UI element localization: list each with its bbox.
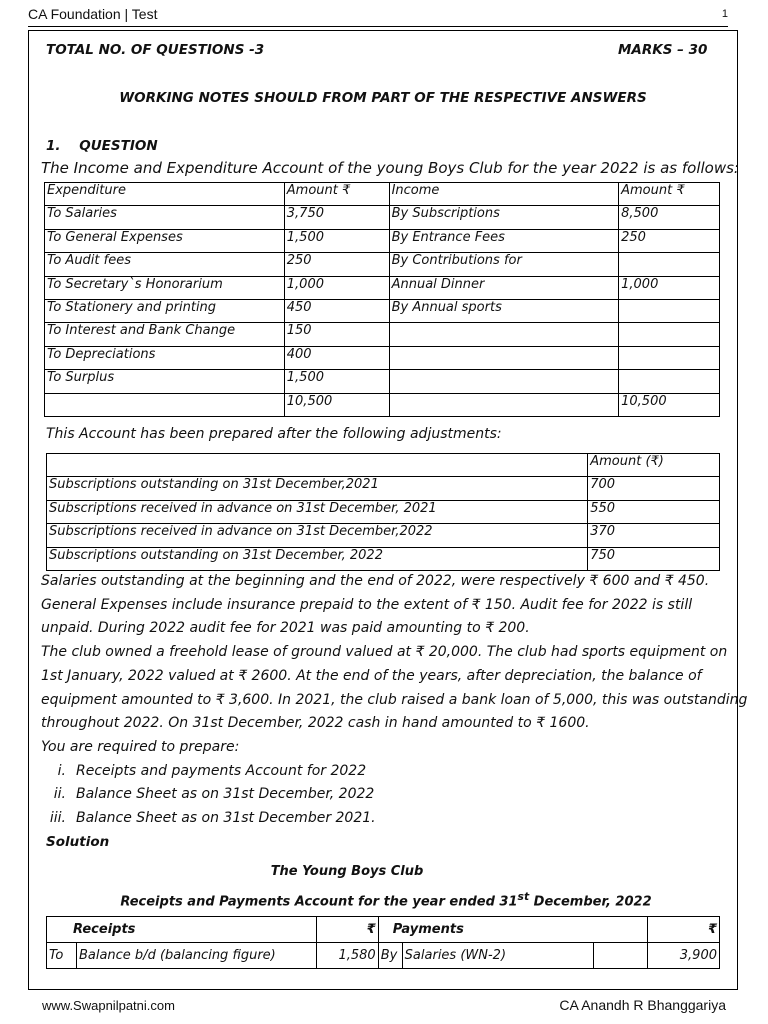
ie-row — [45, 346, 720, 369]
ie-cell: By Annual sports — [389, 299, 619, 322]
requirement-item — [28, 783, 376, 806]
ie-cell: 450 — [284, 299, 389, 322]
rp-cell: To — [47, 943, 77, 969]
ie-cell — [619, 370, 720, 393]
ie-cell: 8,500 — [619, 206, 720, 229]
rp-cell: By — [378, 943, 402, 969]
rp-cell: 3,900 — [648, 943, 720, 969]
ie-cell: Annual Dinner — [389, 276, 619, 299]
account-title-sup: st — [517, 890, 530, 903]
paragraph-line: throughout 2022. On 31st December, 2022 cash in hand amounted to ₹ 1600. — [41, 715, 590, 732]
ie-cell: To General Expenses — [45, 229, 285, 252]
ie-row — [45, 323, 720, 346]
requirement-text: Receipts and payments Account for 2022 — [76, 763, 367, 779]
rp-cell: Salaries (WN-2) — [402, 943, 594, 969]
ie-cell: By Entrance Fees — [389, 229, 619, 252]
adjustments-label: Subscriptions received in advance on 31st December,2022 — [47, 524, 588, 547]
ie-table — [44, 182, 720, 417]
ie-cell: 400 — [284, 346, 389, 369]
ie-total-expenditure: 10,500 — [284, 393, 389, 416]
ie-cell — [619, 346, 720, 369]
adjustments-label: Subscriptions outstanding on 31st December, 2022 — [47, 547, 588, 570]
paragraph-line: General Expenses include insurance prepaid to the extent of ₹ 150. Audit fee for 2022 is still — [41, 596, 693, 613]
ie-cell: To Interest and Bank Change — [45, 323, 285, 346]
ie-cell — [389, 370, 619, 393]
ie-cell: By Subscriptions — [389, 206, 619, 229]
header-title: CA Foundation | Test — [28, 6, 158, 22]
question-intro: The Income and Expenditure Account of the young Boys Club for the year 2022 is as follows: — [41, 159, 739, 177]
marks: MARKS – 30 — [618, 42, 708, 58]
ie-cell: 1,000 — [619, 276, 720, 299]
ie-cell: To Surplus — [45, 370, 285, 393]
requirement-text: Balance Sheet as on 31st December 2021. — [76, 809, 376, 826]
ie-cell: 250 — [284, 253, 389, 276]
ie-cell: 250 — [619, 229, 720, 252]
adjustments-row — [47, 547, 720, 570]
ie-cell: 3,750 — [284, 206, 389, 229]
ie-cell — [619, 253, 720, 276]
rp-header-payments: Payments — [378, 917, 647, 943]
ie-header-cell: Expenditure — [45, 183, 285, 206]
rp-header-receipts: Receipts — [47, 917, 317, 943]
ie-cell — [619, 299, 720, 322]
requirement-text: Balance Sheet as on 31st December, 2022 — [76, 786, 375, 803]
question-heading — [46, 138, 158, 154]
paragraph-line: unpaid. During 2022 audit fee for 2021 was paid amounting to ₹ 200. — [41, 620, 530, 637]
paragraph-line: 1st January, 2022 valued at ₹ 2600. At the end of the years, after depreciation, the balance of — [41, 667, 702, 684]
ie-row — [45, 253, 720, 276]
ie-cell: To Secretary`s Honorarium — [45, 276, 285, 299]
adjustments-header-row — [47, 454, 720, 477]
adjustments-amount: 700 — [588, 477, 720, 500]
header-divider — [28, 26, 728, 27]
ie-header-row — [45, 183, 720, 206]
ie-header-cell: Income — [389, 183, 619, 206]
ie-cell: To Depreciations — [45, 346, 285, 369]
ie-cell: To Salaries — [45, 206, 285, 229]
adjustments-row — [47, 524, 720, 547]
ie-cell: 150 — [284, 323, 389, 346]
ie-cell — [619, 323, 720, 346]
rp-cell: 1,580 — [316, 943, 378, 969]
adjustments-header-cell — [47, 454, 588, 477]
ie-cell: To Stationery and printing — [45, 299, 285, 322]
ie-cell: By Contributions for — [389, 253, 619, 276]
adjustments-label: Subscriptions outstanding on 31st December,2021 — [47, 477, 588, 500]
paragraph-line: The club owned a freehold lease of ground valued at ₹ 20,000. The club had sports equipment on — [41, 644, 728, 661]
ie-cell — [45, 393, 285, 416]
rp-table — [46, 916, 720, 969]
adjustments-amount: 750 — [588, 547, 720, 570]
ie-header-cell: Amount ₹ — [619, 183, 720, 206]
rp-row — [47, 943, 720, 969]
ie-total-row — [45, 393, 720, 416]
footer-website: www.Swapnilpatni.com — [42, 998, 175, 1013]
adjustments-header-amount: Amount (₹) — [588, 454, 720, 477]
requirement-number: iii. — [49, 809, 66, 826]
adjustments-intro: This Account has been prepared after the following adjustments: — [46, 426, 502, 442]
adjustments-row — [47, 500, 720, 523]
ie-cell — [389, 346, 619, 369]
rp-header-amount: ₹ — [316, 917, 378, 943]
rp-cell: Balance b/d (balancing figure) — [76, 943, 316, 969]
instruction: WORKING NOTES SHOULD FROM PART OF THE RESPECTIVE ANSWERS — [119, 90, 647, 106]
requirement-number: ii. — [53, 786, 66, 803]
footer-author: CA Anandh R Bhanggariya — [559, 997, 726, 1013]
ie-row — [45, 206, 720, 229]
ie-row — [45, 370, 720, 393]
ie-row — [45, 229, 720, 252]
question-label: QUESTION — [79, 138, 158, 154]
account-title — [28, 890, 744, 909]
adjustments-row — [47, 477, 720, 500]
club-name: The Young Boys Club — [270, 864, 424, 879]
solution-label: Solution — [46, 834, 110, 850]
page-number: 1 — [721, 8, 728, 20]
ie-cell — [389, 393, 619, 416]
adjustments-table — [46, 453, 720, 571]
requirement-item — [28, 760, 376, 783]
paragraph-line: Salaries outstanding at the beginning and the end of 2022, were respectively ₹ 600 and ₹ 450. — [41, 573, 710, 589]
account-title-main: Receipts and Payments Account for the year ended 31 — [120, 894, 518, 910]
ie-row — [45, 276, 720, 299]
ie-cell: To Audit fees — [45, 253, 285, 276]
requirements-list — [28, 760, 376, 830]
ie-cell: 1,500 — [284, 370, 389, 393]
adjustments-amount: 370 — [588, 524, 720, 547]
requirement-number: i. — [57, 763, 66, 779]
rp-header-amount: ₹ — [648, 917, 720, 943]
adjustments-amount: 550 — [588, 500, 720, 523]
account-title-end: December, 2022 — [529, 894, 652, 910]
adjustments-label: Subscriptions received in advance on 31st December, 2021 — [47, 500, 588, 523]
total-questions: TOTAL NO. OF QUESTIONS -3 — [46, 42, 265, 58]
rp-header-row — [47, 917, 720, 943]
ie-cell: 1,500 — [284, 229, 389, 252]
ie-row — [45, 299, 720, 322]
rp-cell — [594, 943, 648, 969]
ie-cell — [389, 323, 619, 346]
requirement-item — [28, 807, 376, 830]
paragraph-block — [41, 570, 748, 760]
ie-cell: 1,000 — [284, 276, 389, 299]
paragraph-line: You are required to prepare: — [41, 738, 240, 755]
ie-total-income: 10,500 — [619, 393, 720, 416]
question-number: 1. — [46, 138, 61, 154]
paragraph-line: equipment amounted to ₹ 3,600. In 2021, the club raised a bank loan of 5,000, this was outstanding — [41, 691, 748, 708]
ie-header-cell: Amount ₹ — [284, 183, 389, 206]
